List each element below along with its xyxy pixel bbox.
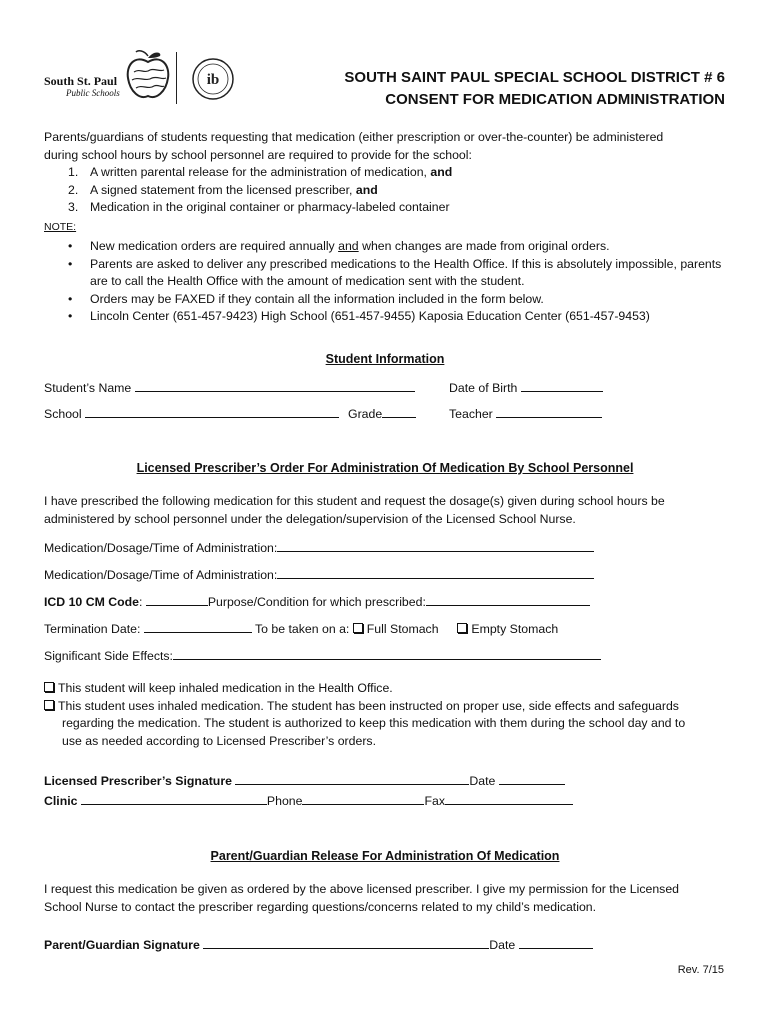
school-label: School [44,407,82,421]
note-label: NOTE: [44,221,77,233]
page-title [330,67,725,111]
ib-logo-icon [190,56,236,102]
termination-row [44,620,558,636]
phone-line[interactable] [302,792,424,805]
district-logo [44,48,244,108]
termination-label: Termination Date: [44,622,141,636]
empty-stomach-label: Empty Stomach [471,622,559,636]
termination-line[interactable] [144,620,252,633]
note-item: • Lincoln Center (651-457-9423) High School (651-457-9455) Kaposia Education Center (651-457-9453) [68,308,728,326]
form-title: CONSENT FOR MEDICATION ADMINISTRATION [385,91,725,108]
parent-signature-field[interactable] [44,936,593,952]
side-effects-line[interactable] [173,647,601,660]
medication-field-2[interactable] [44,566,594,582]
intro-line-1: Parents/guardians of students requesting that medication (either prescription or over-the-counter) be administered [44,130,664,144]
requirement-item: 3. Medication in the original container or pharmacy-labeled container [68,200,450,214]
uses-inhaled-option[interactable]: This student uses inhaled medication. The student has been instructed on proper use, side effects and safeguards regarding the medication. The student is authorized to keep this medication with them during the school day and to use as needed according to Licensed Prescriber’s orders. [44,698,734,751]
clinic-line[interactable] [81,792,267,805]
prescriber-intro-2: administered by school personnel under the delegation/supervision of the Licensed School Nurse. [44,512,576,526]
prescriber-signature-field[interactable] [44,772,565,788]
dob-line[interactable] [521,379,603,392]
prescriber-date-label: Date [469,774,496,788]
medication-line[interactable] [277,539,594,552]
medication-field-1[interactable] [44,539,594,555]
medication-label: Medication/Dosage/Time of Administration: [44,541,278,555]
icd-label: ICD 10 CM Code [44,595,139,609]
apple-globe-icon [124,48,172,102]
school-line[interactable] [85,405,339,418]
logo-divider [176,52,177,104]
student-name-line[interactable] [135,379,415,392]
side-effects-label: Significant Side Effects: [44,649,173,663]
prescriber-section-title: Licensed Prescriber’s Order For Administration Of Medication By School Personnel [136,461,634,475]
prescriber-intro-1: I have prescribed the following medication for this student and request the dosage(s) given during school hours be [44,494,665,508]
clinic-label: Clinic [44,794,78,808]
requirement-item: 1. A written parental release for the administration of medication, and [68,165,453,179]
checkbox-icon[interactable] [44,700,54,710]
medication-line[interactable] [277,566,594,579]
icd-field[interactable] [44,593,590,609]
parent-text-2: School Nurse to contact the prescriber regarding questions/concerns related to my child’s medication. [44,899,597,914]
teacher-label: Teacher [449,407,493,421]
full-stomach-label: Full Stomach [366,622,439,636]
parent-date-line[interactable] [519,936,593,949]
prescriber-date-line[interactable] [499,772,565,785]
note-item: • New medication orders are required annually and when changes are made from original orders. [68,238,728,256]
dob-label: Date of Birth [449,381,518,395]
parent-signature-line[interactable] [203,936,489,949]
intro-line-2: during school hours by school personnel are required to provide for the school: [44,147,472,162]
student-name-label: Student’s Name [44,381,132,395]
revision-label: Rev. 7/15 [677,964,724,976]
icd-line[interactable] [146,593,208,606]
purpose-label: Purpose/Condition for which prescribed: [207,595,426,609]
clinic-field[interactable] [44,792,573,808]
parent-date-label: Date [489,938,516,952]
ib-mark: ib [206,72,220,88]
purpose-line[interactable] [426,593,590,606]
note-item: • Parents are asked to deliver any prescribed medications to the Health Office. If this is absolutely impossible, parents are to call the Health Office with the amount of medication sent with the student. [68,256,728,291]
grade-label: Grade [348,407,383,421]
medication-label: Medication/Dosage/Time of Administration: [44,568,278,582]
prescriber-signature-label: Licensed Prescriber’s Signature [44,774,232,788]
requirements-list [68,164,452,217]
dob-field[interactable] [449,379,603,395]
checkbox-icon[interactable] [353,623,363,633]
side-effects-field[interactable] [44,647,601,663]
school-field[interactable] [44,405,339,421]
logo-name-line1: South St. Paul [44,74,118,88]
note-item: • Orders may be FAXED if they contain all the information included in the form below. [68,291,728,309]
checkbox-icon[interactable] [44,682,54,692]
notes-list [68,238,728,326]
keep-in-office-option[interactable]: This student will keep inhaled medication in the Health Office. [44,680,734,698]
taken-label: To be taken on a: [255,622,350,636]
grade-line[interactable] [382,405,416,418]
parent-section-title: Parent/Guardian Release For Administration Of Medication [210,849,560,863]
icd-colon: : [138,595,143,609]
parent-signature-label: Parent/Guardian Signature [44,938,200,952]
teacher-field[interactable] [449,405,602,421]
fax-label: Fax [424,794,445,808]
teacher-line[interactable] [496,405,602,418]
fax-line[interactable] [445,792,573,805]
student-info-title: Student Information [325,352,445,366]
requirement-item: 2. A signed statement from the licensed prescriber, and [68,182,378,197]
parent-text-1: I request this medication be given as ordered by the above licensed prescriber. I give my permission for the Licensed [44,882,679,896]
student-name-field[interactable] [44,379,415,395]
prescriber-signature-line[interactable] [235,772,469,785]
checkbox-icon[interactable] [457,623,467,633]
district-name: SOUTH SAINT PAUL SPECIAL SCHOOL DISTRICT # 6 [344,69,725,86]
logo-name-line2: Public Schools [66,88,120,98]
phone-label: Phone [266,794,303,808]
grade-field[interactable] [348,405,416,421]
